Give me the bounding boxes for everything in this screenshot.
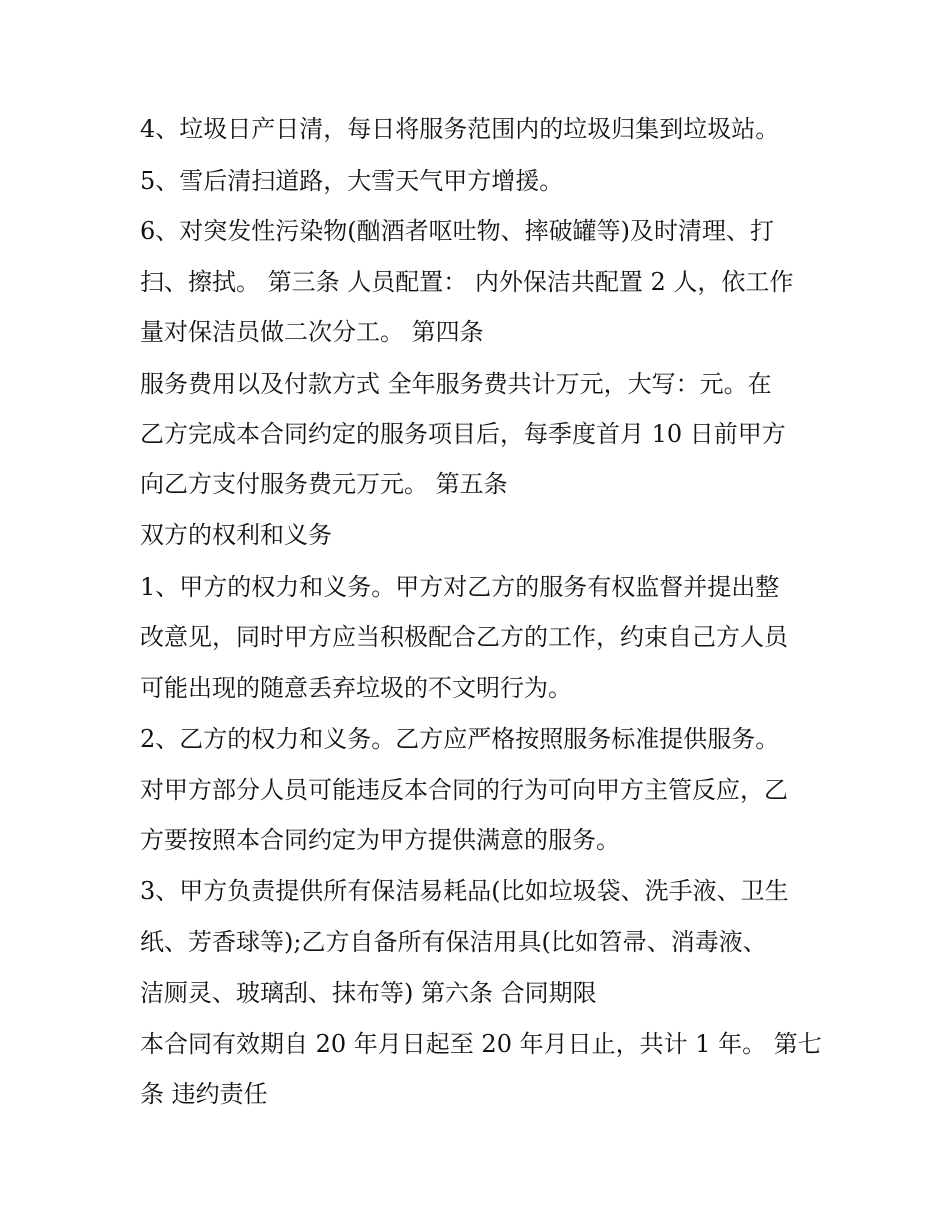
text-line: 3、甲方负责提供所有保洁易耗品(比如垃圾袋、洗手液、卫生 — [140, 877, 789, 905]
text-line: 可能出现的随意丢弃垃圾的不文明行为。 — [140, 674, 572, 702]
text-line: 服务费用以及付款方式 全年服务费共计万元，大写：元。在 — [140, 370, 772, 398]
text-line: 1、甲方的权力和义务。甲方对乙方的服务有权监督并提出整 — [140, 573, 780, 601]
text-line: 改意见，同时甲方应当积极配合乙方的工作，约束自己方人员 — [140, 623, 788, 651]
text-line: 方要按照本合同约定为甲方提供满意的服务。 — [140, 826, 620, 854]
text-line: 6、对突发性污染物(酗酒者呕吐物、摔破罐等)及时清理、打 — [140, 217, 774, 245]
text-line: 向乙方支付服务费元万元。 第五条 — [140, 470, 508, 498]
text-line: 纸、芳香球等);乙方自备所有保洁用具(比如笤帚、消毒液、 — [140, 928, 767, 956]
text-line: 扫、擦拭。 第三条 人员配置： 内外保洁共配置 2 人，依工作 — [140, 268, 794, 296]
text-line: 4、垃圾日产日清，每日将服务范围内的垃圾归集到垃圾站。 — [140, 115, 780, 143]
text-line: 条 违约责任 — [140, 1080, 268, 1108]
text-line: 5、雪后清扫道路，大雪天气甲方增援。 — [140, 167, 564, 195]
text-line: 对甲方部分人员可能违反本合同的行为可向甲方主管反应，乙 — [140, 776, 788, 804]
text-line: 本合同有效期自 20 年月日起至 20 年月日止，共计 1 年。 第七 — [140, 1030, 822, 1058]
text-line: 洁厕灵、玻璃刮、抹布等) 第六条 合同期限 — [140, 979, 597, 1007]
text-line: 乙方完成本合同约定的服务项目后，每季度首月 10 日前甲方 — [140, 420, 786, 448]
section-heading: 双方的权利和义务 — [140, 521, 332, 549]
text-line: 量对保洁员做二次分工。 第四条 — [140, 318, 484, 346]
text-line: 2、乙方的权力和义务。乙方应严格按照服务标准提供服务。 — [140, 725, 780, 753]
